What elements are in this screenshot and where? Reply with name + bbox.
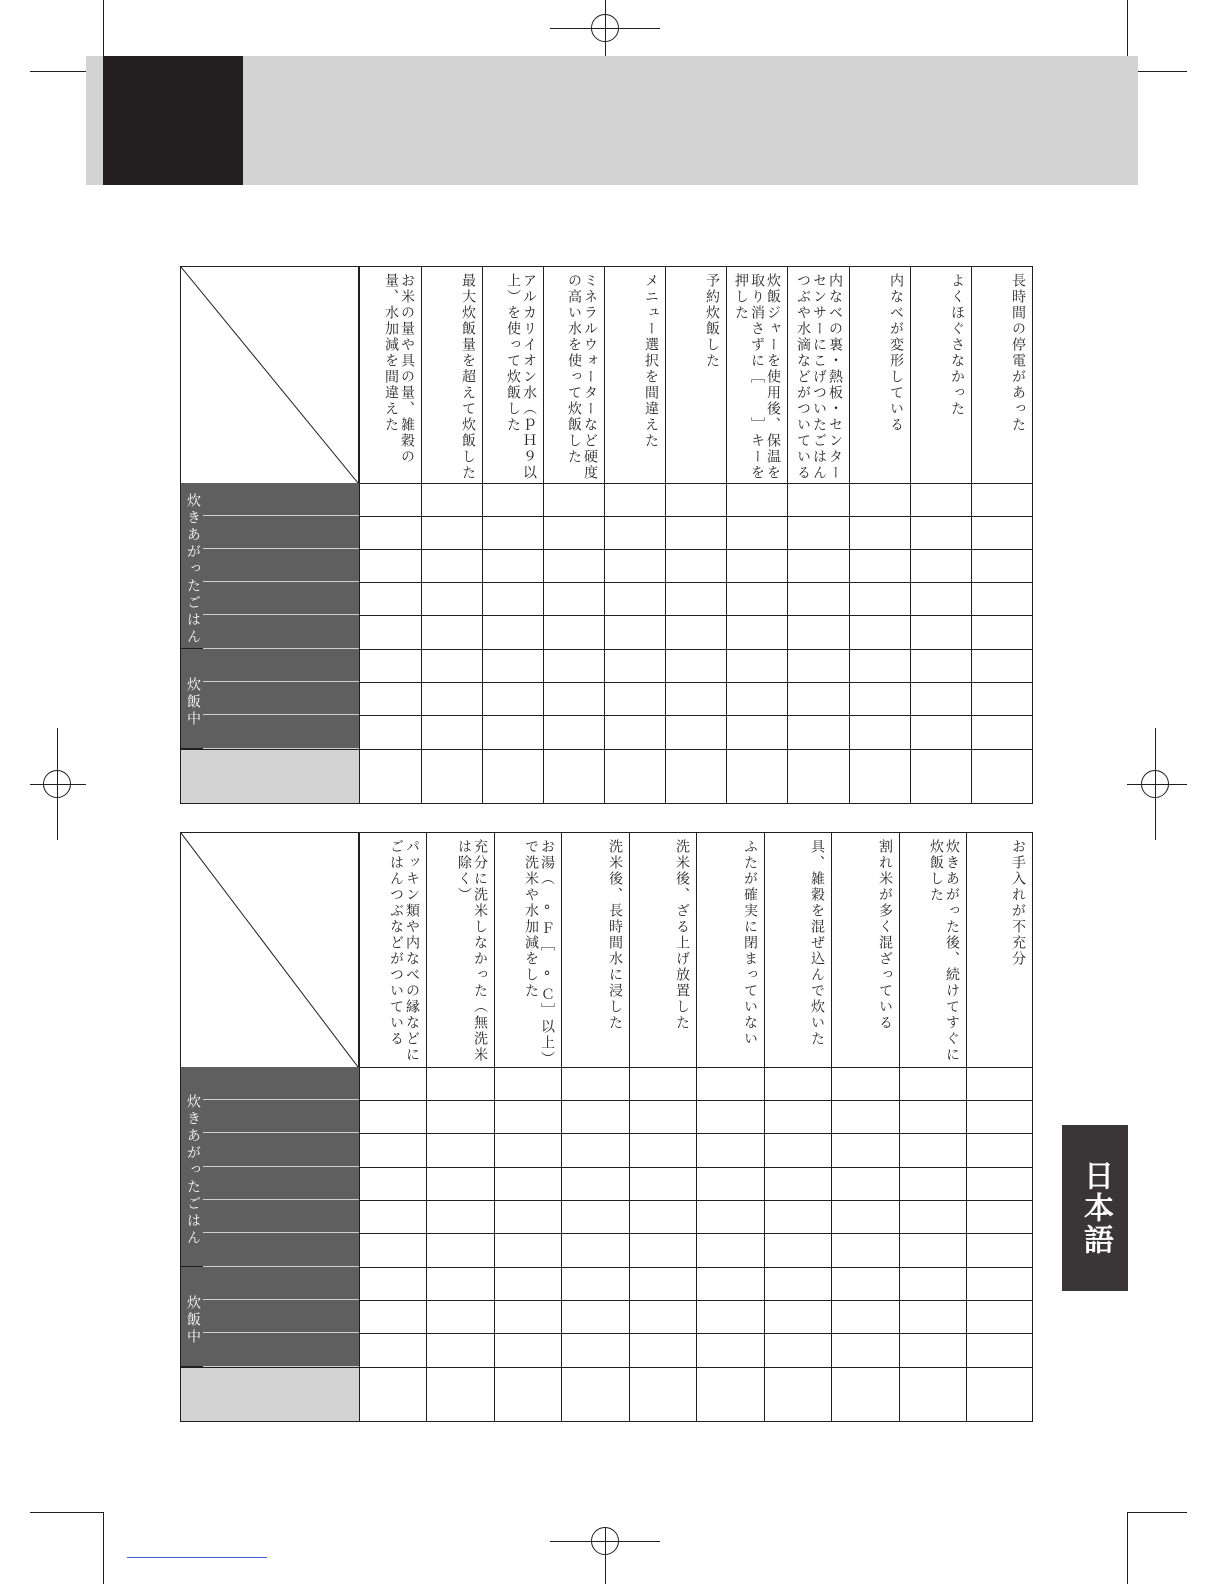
- column-header: 具、雑穀を混ぜ込んで炊いた: [764, 833, 831, 1067]
- column-header: よくほぐさなかった: [910, 267, 971, 483]
- troubleshooting-table-1: [180, 266, 1033, 804]
- row-group-label: 炊きあがったごはん: [181, 1067, 203, 1267]
- column-header: 長時間の停電があった: [971, 267, 1032, 483]
- column-header: 炊きあがった後、続けてすぐに炊飯した: [899, 833, 966, 1067]
- header-band: [86, 56, 1138, 185]
- column-header: 洗米後、長時間水に浸した: [561, 833, 629, 1067]
- column-header: 充分に洗米しなかった（無洗米は除く）: [426, 833, 494, 1067]
- row-label-cell: [203, 1167, 359, 1200]
- column-header: お米の量や具の量、雑穀の量、水加減を間違えた: [359, 267, 421, 483]
- row-label-cell: [203, 615, 359, 649]
- column-header: 洗米後、ざる上げ放置した: [629, 833, 696, 1067]
- row-label-cell: [203, 1233, 359, 1267]
- column-header: メニュー選択を間違えた: [604, 267, 665, 483]
- row-label-cell: [203, 582, 359, 615]
- language-tab: 日本語: [1062, 1125, 1128, 1291]
- row-label-cell: [203, 1200, 359, 1233]
- corner-diagonal: [181, 833, 358, 1067]
- column-header: ふたが確実に閉まっていない: [696, 833, 764, 1067]
- column-header: パッキン類や内なべの縁などにごはんつぶなどがついている: [359, 833, 426, 1067]
- footer-underline: [127, 1557, 267, 1558]
- column-header: お湯（ °Ｆ［ °Ｃ］以上）で洗米や水加減をした: [494, 833, 561, 1067]
- row-label-cell: [203, 1300, 359, 1333]
- row-label-cell: [203, 483, 359, 516]
- row-label-cell: [203, 682, 359, 715]
- column-header: 最大炊飯量を超えて炊飯した: [421, 267, 482, 483]
- header-section-block: [103, 56, 243, 185]
- row-label-cell: [203, 715, 359, 749]
- row-label-cell: [203, 1133, 359, 1167]
- column-header: 割れ米が多く混ざっている: [831, 833, 899, 1067]
- row-label-cell: [203, 649, 359, 682]
- troubleshooting-table-2: [180, 832, 1033, 1422]
- column-header: アルカリイオン水（ｐＨ９以上）を使って炊飯した: [482, 267, 543, 483]
- corner-diagonal: [181, 267, 358, 483]
- row-label-cell: [203, 1067, 359, 1100]
- summary-row-label: [181, 1367, 359, 1421]
- row-label-cell: [203, 516, 359, 549]
- row-label-cell: [203, 549, 359, 582]
- summary-row-label: [181, 749, 359, 803]
- row-label-cell: [203, 1333, 359, 1367]
- column-header: ミネラルウォーターなど硬度の高い水を使って炊飯した: [543, 267, 604, 483]
- table-corner-cell: [181, 833, 359, 1067]
- column-header: 内なべが変形している: [849, 267, 910, 483]
- column-header: お手入れが不充分: [966, 833, 1032, 1067]
- column-header: 予約炊飯した: [665, 267, 726, 483]
- column-header: 内なべの裏・熱板・センターセンサーにこげついたごはんつぶや水滴などがついている: [787, 267, 849, 483]
- table-corner-cell: [181, 267, 359, 483]
- row-label-cell: [203, 1267, 359, 1300]
- row-group-label: 炊飯中: [181, 649, 203, 749]
- row-label-cell: [203, 1100, 359, 1133]
- row-group-label: 炊きあがったごはん: [181, 483, 203, 649]
- column-header: 炊飯ジャーを使用後、保温を取り消さずに［ ］キーを押した: [726, 267, 787, 483]
- row-group-label: 炊飯中: [181, 1267, 203, 1367]
